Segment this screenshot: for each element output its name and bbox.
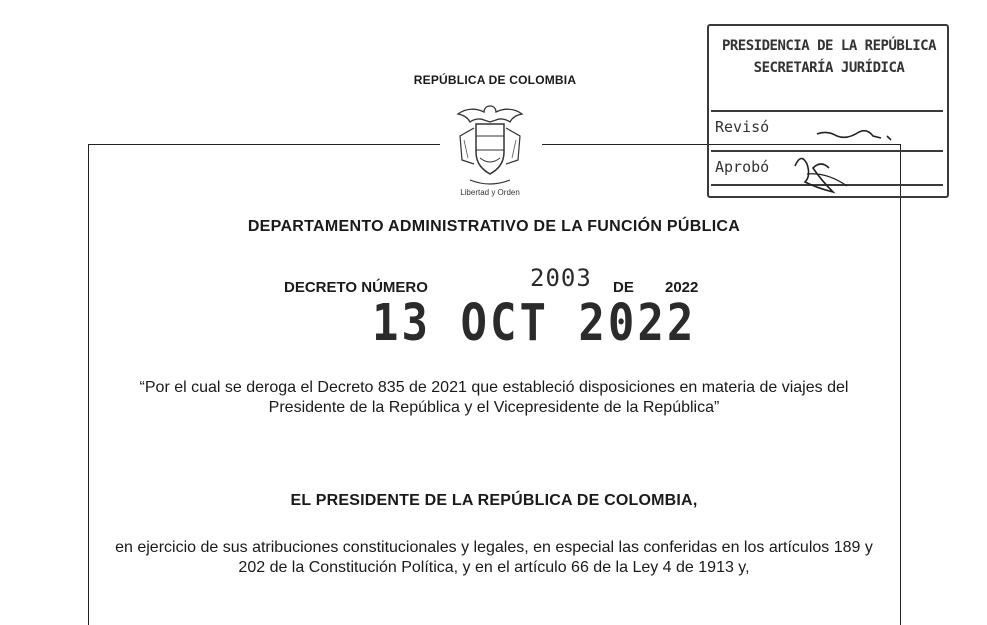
powers-paragraph: en ejercicio de sus atribuciones constitucionales y legales, en especial las conferidas en los artículos 189 y 202 de la Constitución Política, y en el artículo 66 de la Ley 4 de 1913 y,	[115, 539, 873, 576]
date-stamp: 13 OCT 2022	[372, 294, 697, 353]
decree-label: DECRETO NÚMERO	[284, 279, 428, 296]
issuer-heading: EL PRESIDENTE DE LA REPÚBLICA DE COLOMBIA,	[290, 492, 698, 509]
decree-title: “Por el cual se deroga el Decreto 835 de 2021 que estableció disposiciones en materia de viajes del Presidente de la República y el Vicepresidente de la República”	[139, 379, 849, 416]
stamp-aprobo-label: Aprobó	[715, 158, 770, 176]
decree-de-label: DE	[613, 279, 634, 296]
stamp-line-2: SECRETARÍA JURÍDICA	[753, 60, 905, 76]
stamp-reviso-label: Revisó	[715, 118, 770, 136]
stamp-line-1: PRESIDENCIA DE LA REPÚBLICA	[721, 38, 937, 54]
decree-number: 2003	[530, 264, 592, 292]
review-stamp	[707, 24, 951, 200]
frame-left	[88, 144, 89, 625]
handwritten-signature	[787, 102, 947, 198]
frame-right	[900, 144, 901, 625]
country-heading: REPÚBLICA DE COLOMBIA	[413, 73, 577, 87]
coat-of-arms-icon	[446, 100, 534, 192]
frame-top-left	[88, 144, 440, 145]
motto-text: Libertad y Orden	[460, 188, 520, 197]
decree-year: 2022	[665, 279, 699, 296]
department-heading: DEPARTAMENTO ADMINISTRATIVO DE LA FUNCIÓN PÚBLICA	[247, 218, 741, 235]
